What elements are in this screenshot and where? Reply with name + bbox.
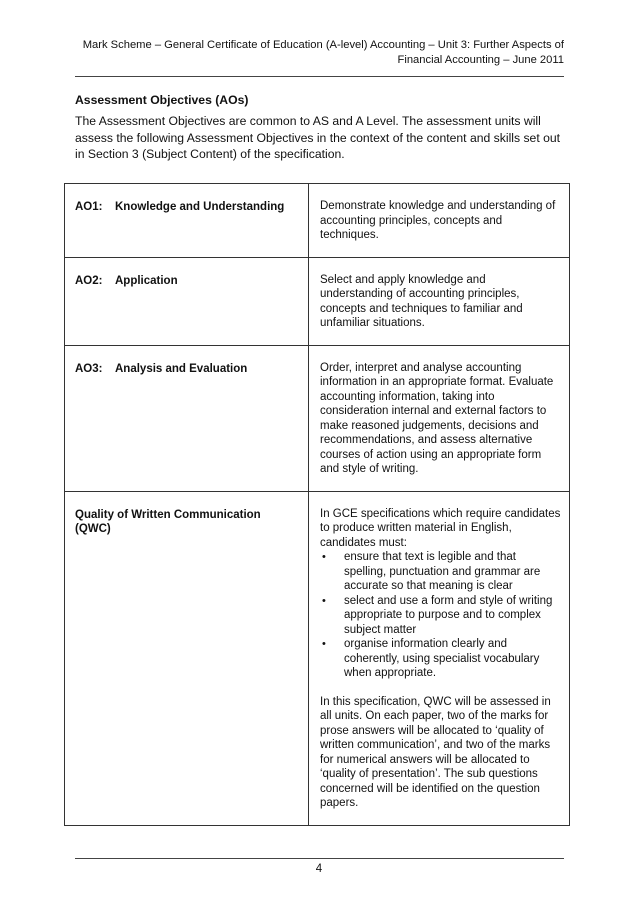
section-title: Assessment Objectives (AOs)	[75, 93, 249, 107]
intro-paragraph: The Assessment Objectives are common to AS and A Level. The assessment units will assess the following Assessment Objectives in the context of the content and skills set out in Section 3 (Subject Content) of the specification.	[75, 114, 561, 162]
header-line-1: Mark Scheme – General Certificate of Education (A-level) Accounting – Unit 3: Further Aspects of	[82, 39, 564, 51]
qwc-closing: In this specification, QWC will be assessed in all units. On each paper, two of the marks for prose answers will be allocated to ‘quality of written communication’, and two of the marks for numerical answers will be allocated to ‘quality of presentation’. The sub questions concerned will be identified on the question papers.	[320, 695, 551, 809]
qwc-label: Quality of Written Communication (QWC)	[65, 491, 309, 825]
table-row	[65, 184, 570, 258]
qwc-intro: In GCE specifications which require candidates to produce written material in English, candidates must:	[320, 507, 561, 549]
table-row	[65, 257, 570, 345]
footer-divider	[75, 858, 564, 859]
table-row	[65, 491, 570, 825]
header-divider	[75, 76, 564, 77]
objective-name: Analysis and Evaluation	[115, 362, 248, 375]
qwc-description	[309, 491, 570, 825]
objective-code: AO3:	[75, 362, 103, 375]
objective-label-cell	[65, 345, 309, 491]
page-number: 4	[315, 863, 323, 875]
objective-label-cell	[65, 257, 309, 345]
objective-label-cell	[65, 184, 309, 258]
list-item: • organise information clearly and coherently, using specialist vocabulary when appropriate.	[320, 637, 561, 681]
list-item: • select and use a form and style of writing appropriate to purpose and to complex subject matter	[320, 594, 561, 638]
header-line-2: Financial Accounting – June 2011	[397, 53, 564, 66]
objective-code: AO2:	[75, 274, 103, 287]
objective-description: Order, interpret and analyse accounting information in an appropriate format. Evaluate accounting information, taking into consideration internal and external factors to make reasoned judgements, decisions and recommendations, and assess alternative courses of action using an appropriate form and style of writing.	[309, 345, 570, 491]
objective-code: AO1:	[75, 201, 103, 213]
list-item: • ensure that text is legible and that spelling, punctuation and grammar are accurate so that meaning is clear	[320, 550, 561, 594]
objective-description: Select and apply knowledge and understanding of accounting principles, concepts and techniques to familiar and unfamiliar situations.	[309, 257, 570, 345]
table-row	[65, 345, 570, 491]
objective-name: Application	[115, 274, 178, 287]
page-header	[75, 38, 564, 67]
qwc-bullet-list	[320, 550, 561, 681]
assessment-objectives-table	[64, 183, 570, 826]
objective-description: Demonstrate knowledge and understanding of accounting principles, concepts and techniques.	[309, 184, 570, 258]
objective-name: Knowledge and Understanding	[115, 201, 285, 213]
